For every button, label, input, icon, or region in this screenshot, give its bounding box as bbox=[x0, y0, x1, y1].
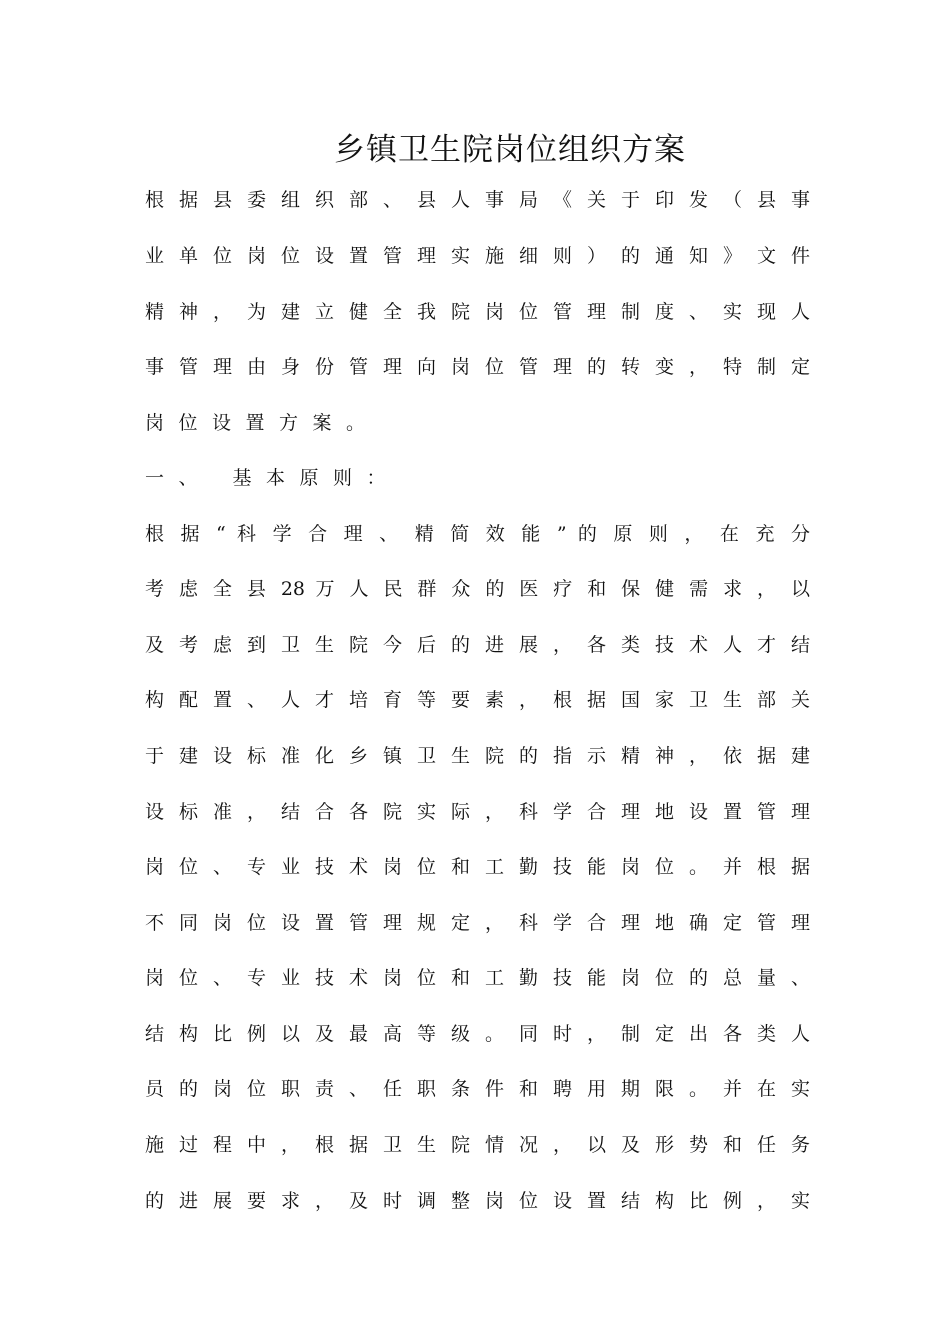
body-line: 不 同 岗 位 设 置 管 理 规 定 ， 科 学 合 理 地 确 定 管 理 bbox=[145, 912, 810, 934]
body-line: 及 考 虑 到 卫 生 院 今 后 的 进 展 ， 各 类 技 术 人 才 结 bbox=[145, 634, 810, 656]
body-line: 岗 位 、 专 业 技 术 岗 位 和 工 勤 技 能 岗 位 的 总 量 、 bbox=[145, 967, 810, 989]
body-line: 事 管 理 由 身 份 管 理 向 岗 位 管 理 的 转 变 ， 特 制 定 bbox=[145, 356, 810, 378]
document-title: 乡镇卫生院岗位组织方案 bbox=[334, 132, 686, 168]
body-line: 业 单 位 岗 位 设 置 管 理 实 施 细 则 ） 的 通 知 》 文 件 bbox=[145, 245, 810, 267]
body-line: 员 的 岗 位 职 责 、 任 职 条 件 和 聘 用 期 限 。 并 在 实 bbox=[145, 1078, 810, 1100]
body-line: 根 据 县 委 组 织 部 、 县 人 事 局 《 关 于 印 发 （ 县 事 bbox=[145, 189, 810, 211]
body-line: 的 进 展 要 求 ， 及 时 调 整 岗 位 设 置 结 构 比 例 ， 实 bbox=[145, 1190, 810, 1212]
body-line: 设 标 准 ， 结 合 各 院 实 际 ， 科 学 合 理 地 设 置 管 理 bbox=[145, 801, 810, 823]
body-line: 考 虑 全 县 28 万 人 民 群 众 的 医 疗 和 保 健 需 求 ， 以 bbox=[145, 578, 810, 600]
body-line: 结 构 比 例 以 及 最 高 等 级 。 同 时 ， 制 定 出 各 类 人 bbox=[145, 1023, 810, 1045]
section-heading: 一、 基本原则： bbox=[145, 467, 401, 489]
body-line: 于 建 设 标 准 化 乡 镇 卫 生 院 的 指 示 精 神 ， 依 据 建 bbox=[145, 745, 810, 767]
body-line: 施 过 程 中 ， 根 据 卫 生 院 情 况 ， 以 及 形 势 和 任 务 bbox=[145, 1134, 810, 1156]
body-line: 精 神 ， 为 建 立 健 全 我 院 岗 位 管 理 制 度 、 实 现 人 bbox=[145, 301, 810, 323]
body-line: 根 据 “ 科 学 合 理 、 精 简 效 能 ” 的 原 则 ， 在 充 分 bbox=[145, 523, 810, 545]
body-line: 岗位设置方案。 bbox=[145, 412, 380, 434]
body-line: 构 配 置 、 人 才 培 育 等 要 素 ， 根 据 国 家 卫 生 部 关 bbox=[145, 689, 810, 711]
body-line: 岗 位 、 专 业 技 术 岗 位 和 工 勤 技 能 岗 位 。 并 根 据 bbox=[145, 856, 810, 878]
